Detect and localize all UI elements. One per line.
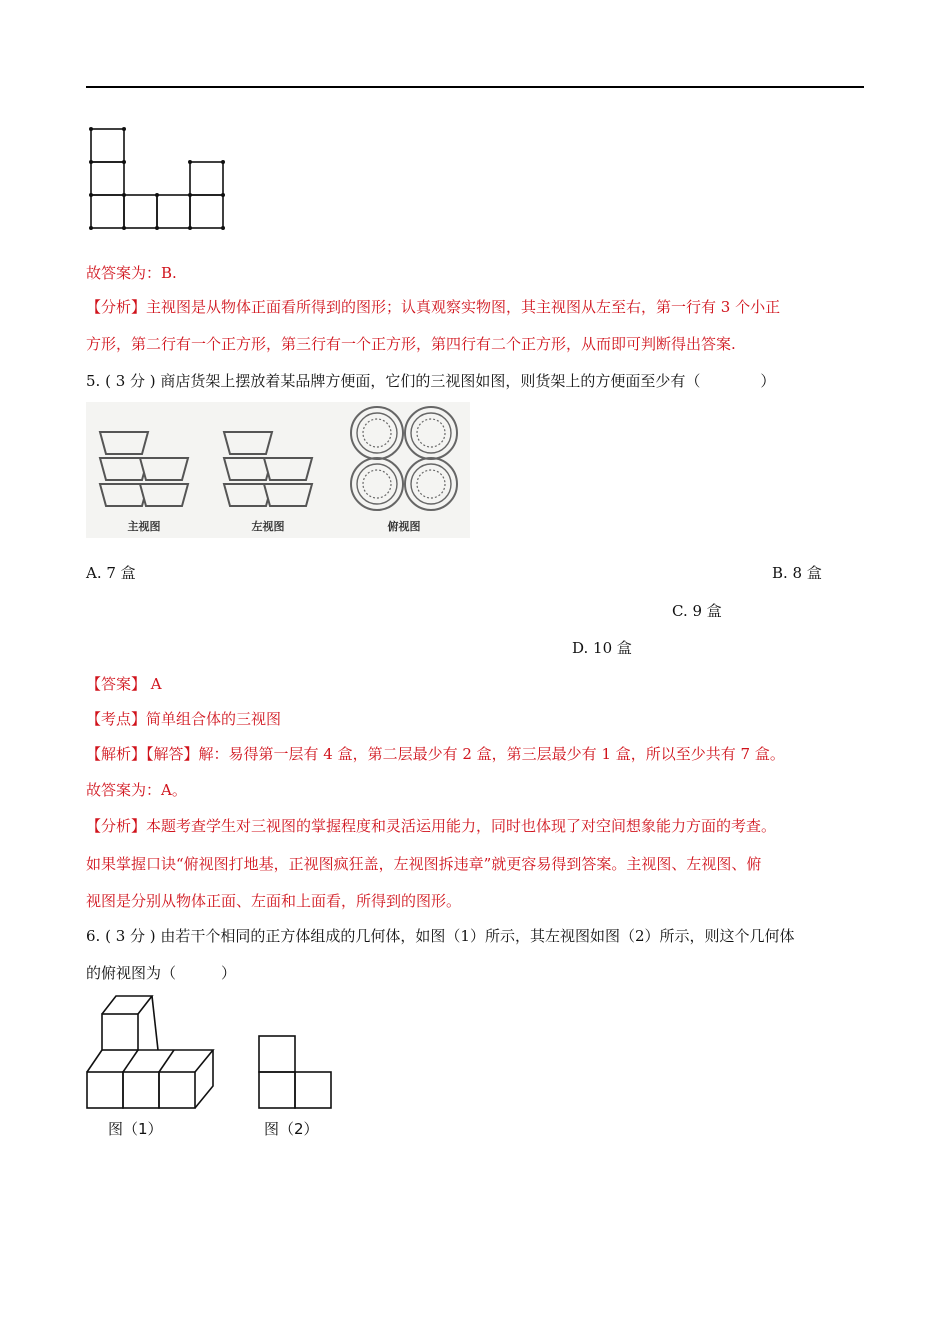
top-view-label: 俯视图 [387,520,421,533]
front-view-label: 主视图 [127,520,161,533]
q5-analysis-line-1 [86,815,776,837]
q5-kaodian-tag: 【考点】 [86,710,147,728]
left-view-label: 左视图 [251,520,285,533]
q5-analysis-line-3: 视图是分别从物体正面、左面和上面看，所得到的图形。 [86,892,462,910]
prev-analysis-line-1 [86,296,780,318]
q5-analysis-tag: 【分析】 [86,817,147,835]
q5-answer-tag: 【答案】 [86,675,147,693]
prev-analysis-text-1: 主视图是从物体正面看所得到的图形；认真观察实物图，其主视图从左至右，第一行有 3 个小正 [146,298,781,316]
q6-figure-1 [86,990,220,1142]
q5-stem: 5. ( 3 分 ) 商店货架上摆放着某品牌方便面，它们的三视图如图，则货架上的方便面至少有（ ） [86,372,776,390]
q5-answer [86,673,162,695]
q5-jiexi [86,743,785,765]
q5-kaodian-value: 简单组合体的三视图 [146,710,282,728]
left-view-box [264,458,312,480]
prev-analysis-tag: 【分析】 [86,298,147,316]
q6-stem-line-2: 的俯视图为（ ） [86,964,237,982]
q5-jiexi-value: 解：易得第一层有 4 盒，第二层最少有 2 盒，第三层最少有 1 盒，所以至少共有 7 盒。 [198,745,785,763]
q5-option-b[interactable]: B. 8 盒 [772,564,822,582]
q5-answer-line: 故答案为：A。 [86,781,187,799]
front-view-box [140,484,188,506]
left-view-box [264,484,312,506]
header-rule [86,86,864,88]
front-view-box [140,458,188,480]
q6-fig2-label: 图（2） [264,1120,319,1138]
q5-option-d[interactable]: D. 10 盒 [572,639,632,657]
front-view-box [100,432,148,454]
q5-analysis-line-2: 如果掌握口诀“俯视图打地基，正视图疯狂盖，左视图拆违章”就更容易得到答案。主视图、左视图、俯 [86,855,762,873]
left-view-box [224,432,272,454]
prev-answer-line: 故答案为：B. [86,264,177,282]
q5-analysis-text-1: 本题考查学生对三视图的掌握程度和灵活运用能力，同时也体现了对空间想象能力方面的考查。 [146,817,777,835]
q6-figure-2 [256,1034,336,1142]
q6-fig1-label: 图（1） [108,1120,163,1138]
q5-jiexi-tag: 【解析】【解答】 [86,745,199,763]
q5-option-a[interactable]: A. 7 盒 [86,564,136,582]
q5-answer-value: A [150,675,162,693]
front-view-grid-figure [86,124,231,232]
q5-kaodian [86,708,281,730]
q5-three-views-figure [86,402,470,538]
q5-option-c[interactable]: C. 9 盒 [672,602,722,620]
prev-analysis-line-2: 方形，第二行有一个正方形，第三行有一个正方形，第四行有二个正方形，从而即可判断得出答案. [86,335,736,353]
q6-stem-line-1: 6. ( 3 分 ) 由若干个相同的正方体组成的几何体，如图（1）所示，其左视图如图（2）所示，则这个几何体 [86,927,795,945]
